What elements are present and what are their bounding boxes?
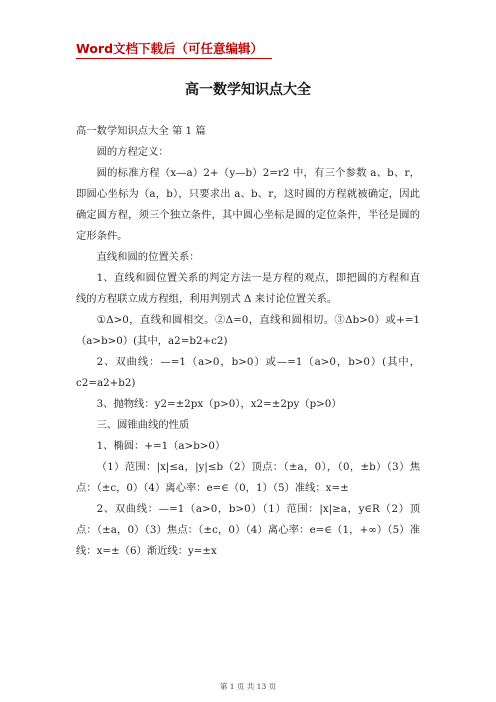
download-note-header xyxy=(76,38,272,59)
paragraph: 圆的方程定义： xyxy=(96,146,169,158)
paragraph: ①Δ>0，直线和圆相交。②Δ=0，直线和圆相切。③Δb>0）或+=1（a>b>0）(其中，a2=b2+c2) xyxy=(76,314,420,347)
paragraph: 3、抛物线：y2=±2px（p>0），x2=±2py（p>0） xyxy=(96,398,342,410)
paragraph: 三、圆锥曲线的性质 xyxy=(96,419,190,431)
page-number-footer: 第 1 页 共 13 页 xyxy=(219,682,277,691)
paragraph: （1）范围：|x|≤a，|y|≤b（2）顶点：（±a，0），（0，±b）（3）焦点：（±c，0）（4）离心率：e=∈（0，1）（5）准线：x=± xyxy=(76,461,420,494)
document-title: 高一数学知识点大全 xyxy=(185,82,311,98)
paragraph: 1、直线和圆位置关系的判定方法一是方程的观点，即把圆的方程和直线的方程联立成方程组，利用判别式 Δ 来讨论位置关系。 xyxy=(76,272,420,305)
paragraph: 2、双曲线：—=1（a>0，b>0）（1）范围：|x|≥a，y∈R（2）顶点：（±a，0）（3）焦点：（±c，0）（4）离心率：e=∈（1，+∞）（5）准线：x=±（6）渐近线：y=±x xyxy=(76,503,420,557)
paragraph: 圆的标准方程（x—a）2+（y—b）2=r2 中，有三个参数 a、b、r，即圆心坐标为（a，b），只要求出 a、b、r，这时圆的方程就被确定，因此确定圆方程，须三个独立条件，其中圆心坐标是圆的定位条件，半径是圆的定形条件。 xyxy=(76,167,420,242)
download-note-text: Word文档下载后（可任意编辑） xyxy=(76,41,264,56)
paragraph: 1、椭圆：+=1（a>b>0） xyxy=(96,440,226,452)
document-body xyxy=(76,121,420,562)
paragraph: 直线和圆的位置关系： xyxy=(96,251,200,263)
section-heading: 高一数学知识点大全 第 1 篇 xyxy=(76,125,206,137)
paragraph: 2、双曲线：—=1（a>0，b>0）或—=1（a>0，b>0）(其中，c2=a2+b2) xyxy=(76,356,420,389)
